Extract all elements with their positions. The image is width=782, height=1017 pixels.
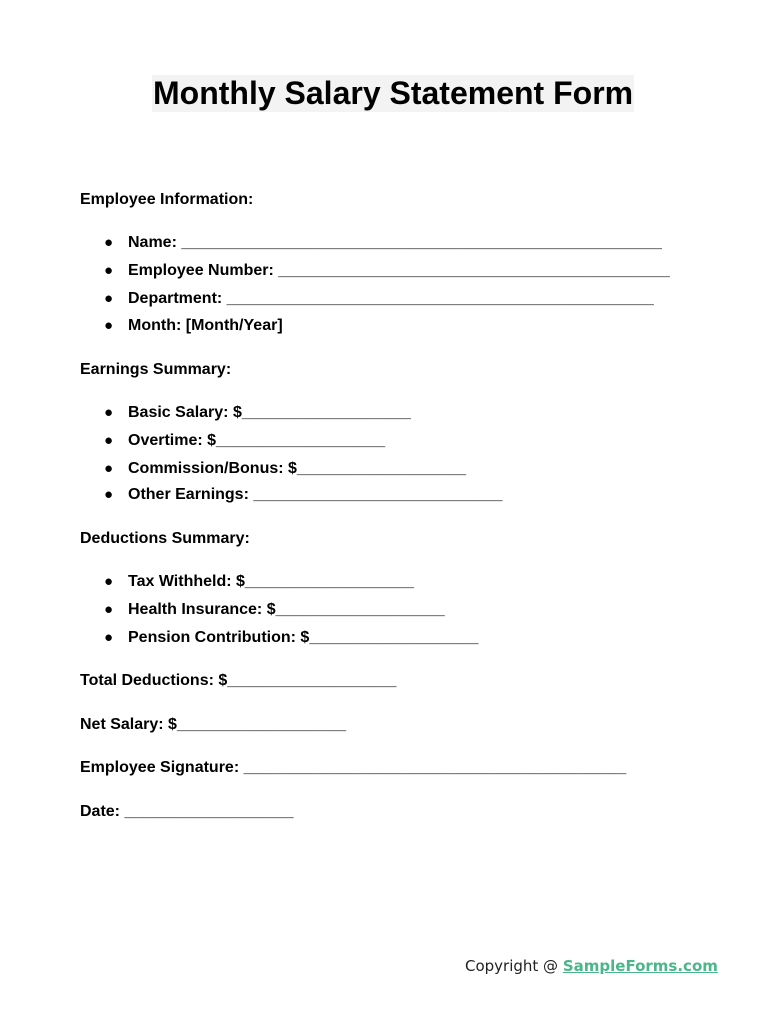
pension-contribution-field: Pension Contribution: $___________________ <box>128 629 479 646</box>
name-field: Name: ______________________________________________________ <box>128 234 662 251</box>
earnings-summary-heading: Earnings Summary: <box>80 361 232 378</box>
list-item <box>104 289 654 309</box>
bullet-icon: ● <box>104 573 114 590</box>
list-item <box>104 261 670 281</box>
basic-salary-field: Basic Salary: $___________________ <box>128 404 411 421</box>
bullet-icon: ● <box>104 601 114 618</box>
net-salary-field: Net Salary: $___________________ <box>80 716 347 733</box>
list-item <box>104 628 478 648</box>
deductions-summary-heading: Deductions Summary: <box>80 530 250 547</box>
list-item <box>104 316 283 336</box>
copyright-footer <box>465 956 718 976</box>
bullet-icon: ● <box>104 486 114 503</box>
list-item <box>104 600 445 620</box>
brand-link[interactable]: SampleForms.com <box>562 957 718 975</box>
list-item <box>104 572 414 592</box>
list-item <box>104 233 662 253</box>
list-item <box>104 431 385 451</box>
list-item <box>104 459 466 479</box>
department-field: Department: ________________________________________________ <box>128 290 654 307</box>
bullet-icon: ● <box>104 432 114 449</box>
total-deductions-field: Total Deductions: $___________________ <box>80 672 397 689</box>
page-title: Monthly Salary Statement Form <box>153 75 634 111</box>
overtime-field: Overtime: $___________________ <box>128 432 386 449</box>
employee-number-field: Employee Number: ____________________________________________ <box>128 262 670 279</box>
bullet-icon: ● <box>104 234 114 251</box>
list-item <box>104 485 503 505</box>
tax-withheld-field: Tax Withheld: $___________________ <box>128 573 414 590</box>
bullet-icon: ● <box>104 290 114 307</box>
employee-info-heading: Employee Information: <box>80 191 254 208</box>
list-item <box>104 403 411 423</box>
date-field: Date: ___________________ <box>80 803 294 820</box>
copyright-text: Copyright @ <box>465 957 563 975</box>
bullet-icon: ● <box>104 460 114 477</box>
employee-signature-field: Employee Signature: ___________________________________________ <box>80 759 627 776</box>
bullet-icon: ● <box>104 262 114 279</box>
commission-bonus-field: Commission/Bonus: $___________________ <box>128 460 466 477</box>
health-insurance-field: Health Insurance: $___________________ <box>128 601 445 618</box>
bullet-icon: ● <box>104 404 114 421</box>
other-earnings-field: Other Earnings: ____________________________ <box>128 486 503 503</box>
bullet-icon: ● <box>104 629 114 646</box>
month-field: Month: [Month/Year] <box>128 317 283 334</box>
bullet-icon: ● <box>104 317 114 334</box>
